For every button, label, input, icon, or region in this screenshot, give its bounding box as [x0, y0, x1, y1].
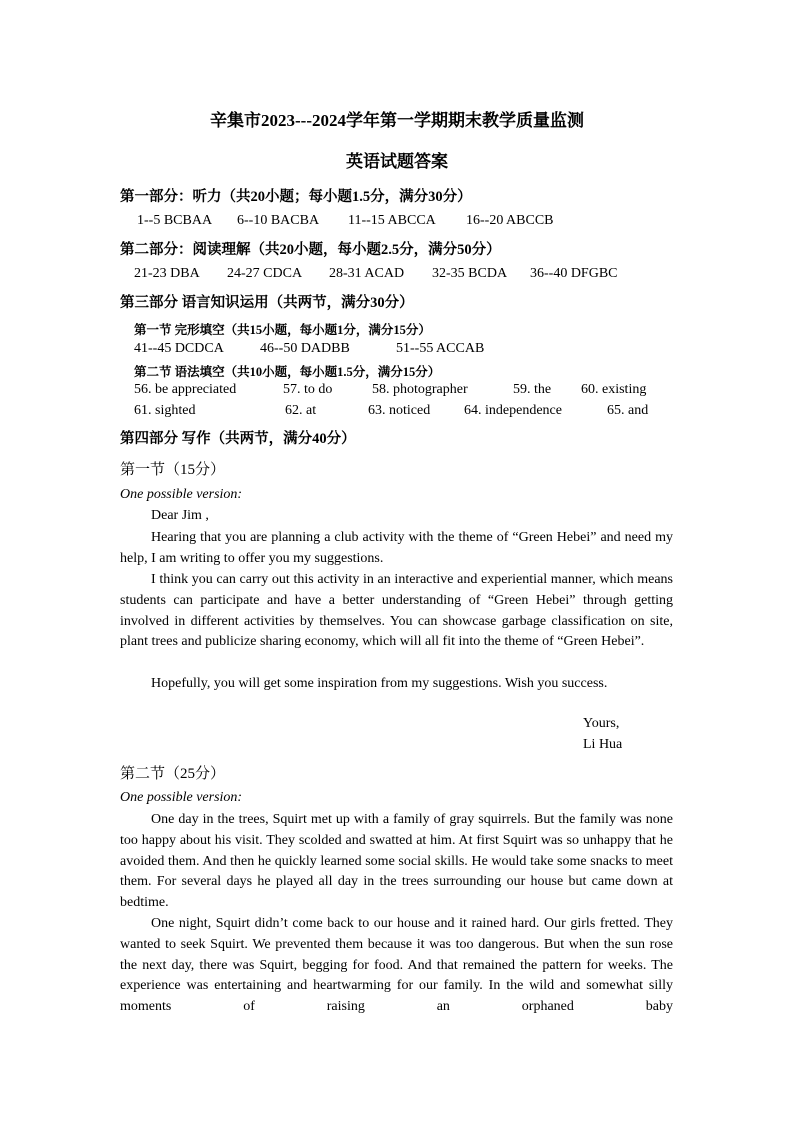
- letter-paragraph: Hearing that you are planning a club activity with the theme of “Green Hebei” and need my help, I am writing to offer you my suggestions.: [120, 530, 673, 566]
- writing-section2-label: One possible version:: [120, 790, 243, 805]
- letter-paragraph: I think you can carry out this activity in an interactive and experiential manner, which means students can participate and have a better understanding of “Green Hebei” through getting involved in different activities by themselves. You can showcase garbage classification on site, plant trees and publicize sharing economy, which will all fit into the theme of “Green Hebei”.: [120, 572, 673, 650]
- document-subtitle: 英语试题答案: [346, 152, 448, 171]
- part1-answer: 16--20 ABCCB: [466, 213, 554, 228]
- part2-answer: 24-27 CDCA: [227, 266, 303, 281]
- part2-heading: 第二部分：阅读理解（共20小题，每小题2.5分，满分50分）: [120, 242, 501, 258]
- part2-answer: 21-23 DBA: [134, 266, 200, 281]
- letter-signature: Li Hua: [583, 737, 623, 752]
- part1-heading: 第一部分：听力（共20小题；每小题1.5分，满分30分）: [120, 189, 472, 205]
- grammar-answer: 59. the: [513, 382, 552, 397]
- part3-section1-answer: 46--50 DADBB: [260, 341, 350, 356]
- grammar-answer: 57. to do: [283, 382, 333, 397]
- grammar-answer: 61. sighted: [134, 403, 196, 418]
- writing-section1-heading: 第一节（15分）: [120, 462, 226, 478]
- grammar-answer: 58. photographer: [372, 382, 468, 397]
- letter-closing: Yours,: [583, 716, 620, 731]
- part2-answer: 32-35 BCDA: [432, 266, 508, 281]
- grammar-answer: 64. independence: [464, 403, 562, 418]
- document-title: 辛集市2023---2024学年第一学期期末教学质量监测: [210, 111, 584, 130]
- story-paragraph: One night, Squirt didn’t come back to our house and it rained hard. Our girls fretted. They wanted to seek Squirt. We prevented them because it was too dangerous. But when the sun rose the next day, there was Squirt, begging for food. And that remained the pattern for weeks. The experience was entertaining and heartwarming for our family. In the wild and somewhat silly moments of raising an orphaned baby: [120, 916, 673, 1015]
- part3-section1-heading: 第一节 完形填空（共15小题，每小题1分，满分15分）: [134, 323, 431, 337]
- writing-section2-heading: 第二节（25分）: [120, 766, 226, 782]
- letter-paragraph: Hopefully, you will get some inspiration from my suggestions. Wish you success.: [151, 676, 608, 691]
- part2-answer: 28-31 ACAD: [329, 266, 405, 281]
- grammar-answer: 62. at: [285, 403, 317, 418]
- part1-answer: 11--15 ABCCA: [348, 213, 436, 228]
- part3-section1-answer: 41--45 DCDCA: [134, 341, 224, 356]
- grammar-answer: 65. and: [607, 403, 649, 418]
- writing-section1-label: One possible version:: [120, 487, 243, 502]
- part3-heading: 第三部分 语言知识运用（共两节，满分30分）: [120, 295, 414, 311]
- story-paragraph: One day in the trees, Squirt met up with a family of gray squirrels. But the family was none too happy about his visit. They scolded and swatted at him. At first Squirt was so unhappy that he avoided them. And then he quickly learned some social skills. He would take some snacks to meet them. For several days he played all day in the trees surrounding our house but came down at bedtime.: [120, 812, 673, 911]
- part4-heading: 第四部分 写作（共两节，满分40分）: [120, 431, 356, 447]
- part2-answer: 36--40 DFGBC: [530, 266, 618, 281]
- part1-answer: 6--10 BACBA: [237, 213, 320, 228]
- part3-section1-answer: 51--55 ACCAB: [396, 341, 485, 356]
- grammar-answer: 63. noticed: [368, 403, 431, 418]
- letter-greeting: Dear Jim ,: [151, 508, 209, 523]
- grammar-answer: 60. existing: [581, 382, 647, 397]
- part1-answer: 1--5 BCBAA: [137, 213, 213, 228]
- grammar-answer: 56. be appreciated: [134, 382, 237, 397]
- part3-section2-heading: 第二节 语法填空（共10小题，每小题1.5分，满分15分）: [134, 365, 441, 379]
